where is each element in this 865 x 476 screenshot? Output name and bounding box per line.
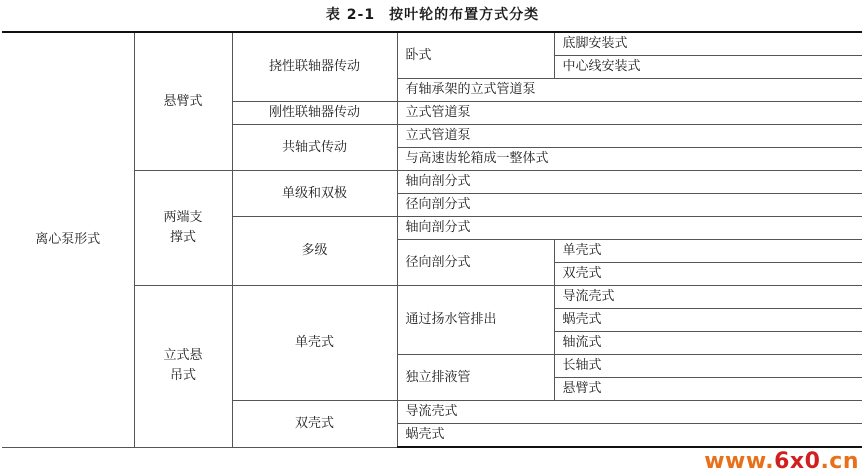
cell-centerline-mount: 中心线安装式 <box>554 56 862 79</box>
table-caption <box>0 4 865 24</box>
cell-vertical-cantilever: 悬臂式 <box>554 378 862 401</box>
cell-horizontal: 卧式 <box>397 32 554 79</box>
cell-single-shell: 单壳式 <box>232 286 397 401</box>
cell-rigid-coupling: 刚性联轴器传动 <box>232 102 397 125</box>
watermark-suffix: .cn <box>820 449 859 474</box>
cell-ms-radial: 径向剖分式 <box>397 240 554 286</box>
cell-foot-mount: 底脚安装式 <box>554 32 862 56</box>
cell-sd-radial: 径向剖分式 <box>397 194 862 217</box>
table-number: 表 2-1 <box>325 7 376 23</box>
cell-diffuser: 导流壳式 <box>554 286 862 309</box>
cell-separate-discharge: 独立排液管 <box>397 355 554 401</box>
watermark-prefix: www. <box>704 449 775 474</box>
site-watermark <box>704 449 859 474</box>
cell-single-double: 单级和双极 <box>232 171 397 217</box>
cell-column-discharge: 通过扬水管排出 <box>397 286 554 355</box>
cell-volute: 蜗壳式 <box>554 309 862 332</box>
watermark-domain: 6x0 <box>774 449 821 474</box>
table-title: 按叶轮的布置方式分类 <box>389 7 540 23</box>
cell-cantilever: 悬臂式 <box>134 32 232 171</box>
cell-coaxial-pipeline: 立式管道泵 <box>397 125 862 148</box>
cell-sd-axial: 轴向剖分式 <box>397 171 862 194</box>
cell-flex-coupling: 挠性联轴器传动 <box>232 32 397 102</box>
cell-coaxial: 共轴式传动 <box>232 125 397 171</box>
cell-axial-flow: 轴流式 <box>554 332 862 355</box>
vertical-line1: 立式悬 <box>163 348 203 364</box>
cell-root: 离心泵形式 <box>2 32 134 447</box>
cell-gear-integral: 与高速齿轮箱成一整体式 <box>397 148 862 171</box>
cell-long-shaft: 长轴式 <box>554 355 862 378</box>
pump-classification-table <box>2 31 862 448</box>
cell-rigid-pipeline: 立式管道泵 <box>397 102 862 125</box>
cell-vertical-suspended <box>134 286 232 448</box>
cell-ms-axial: 轴向剖分式 <box>397 217 862 240</box>
cell-double-shell: 双壳式 <box>232 401 397 448</box>
cell-between-bearings <box>134 171 232 286</box>
cell-double-casing: 双壳式 <box>554 263 862 286</box>
vertical-line2: 吊式 <box>169 368 196 384</box>
cell-ds-diffuser: 导流壳式 <box>397 401 862 424</box>
cell-multistage: 多级 <box>232 217 397 286</box>
between-bearings-line2: 撑式 <box>169 230 196 245</box>
table-row <box>2 32 862 56</box>
cell-single-casing: 单壳式 <box>554 240 862 263</box>
between-bearings-line1: 两端支 <box>163 210 203 225</box>
cell-bearing-frame-pipeline: 有轴承架的立式管道泵 <box>397 79 862 102</box>
cell-ds-volute: 蜗壳式 <box>397 424 862 448</box>
